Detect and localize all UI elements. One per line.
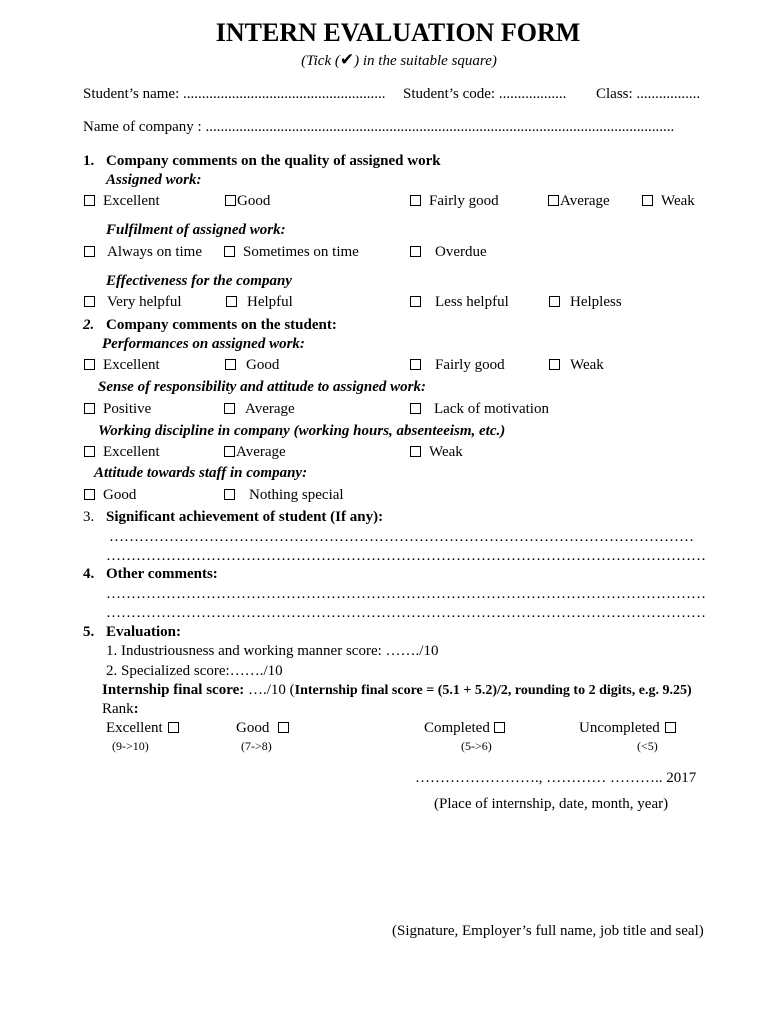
- checkbox[interactable]: [410, 195, 421, 206]
- attitude-nothing-special[interactable]: Nothing special: [224, 488, 344, 503]
- checkbox[interactable]: [225, 195, 236, 206]
- effectiveness-helpful[interactable]: Helpful: [226, 295, 293, 310]
- section-5-number: 5.: [83, 624, 95, 640]
- rank-label: Rank:: [102, 701, 139, 717]
- rank-good[interactable]: Good: [236, 721, 289, 736]
- place-date-caption: (Place of internship, date, month, year): [434, 796, 669, 812]
- checkbox[interactable]: [84, 195, 95, 206]
- responsibility-positive[interactable]: Positive: [84, 402, 151, 417]
- rank-excellent[interactable]: Excellent: [106, 721, 179, 736]
- section-3-number: 3.: [83, 509, 95, 525]
- discipline-excellent[interactable]: Excellent: [84, 445, 160, 460]
- checkbox[interactable]: [168, 722, 179, 733]
- checkbox[interactable]: [548, 195, 559, 206]
- performance-fairly-good[interactable]: Fairly good: [410, 358, 505, 373]
- assigned-work-average[interactable]: Average: [548, 194, 610, 209]
- effectiveness-label: Effectiveness for the company: [106, 273, 292, 289]
- checkbox[interactable]: [84, 359, 95, 370]
- date-place-line[interactable]: ……………………., ………… ……….. 2017: [415, 770, 697, 786]
- achievement-line-2[interactable]: …………………………………………………………………………………………………………: [106, 548, 706, 564]
- fulfilment-overdue[interactable]: Overdue: [410, 245, 487, 260]
- final-formula-label: Internship final score: [294, 683, 423, 698]
- section-1-heading: Company comments on the quality of assigned work: [106, 153, 441, 169]
- form-subtitle: [0, 51, 768, 69]
- form-title: INTERN EVALUATION FORM: [215, 18, 581, 47]
- attitude-good[interactable]: Good: [84, 488, 136, 503]
- checkbox[interactable]: [410, 246, 421, 257]
- specialized-score[interactable]: 2. Specialized score:……./10: [106, 663, 283, 679]
- performance-good[interactable]: Good: [225, 358, 279, 373]
- student-name-field[interactable]: Student’s name: ......................................................: [83, 86, 386, 102]
- checkbox[interactable]: [278, 722, 289, 733]
- checkbox[interactable]: [226, 296, 237, 307]
- discipline-weak[interactable]: Weak: [410, 445, 463, 460]
- effectiveness-less-helpful[interactable]: Less helpful: [410, 295, 509, 310]
- rank-completed-range: (5->6): [461, 739, 492, 753]
- checkbox[interactable]: [410, 403, 421, 414]
- assigned-work-fairly-good[interactable]: Fairly good: [410, 194, 499, 209]
- checkbox[interactable]: [410, 359, 421, 370]
- assigned-work-good[interactable]: Good: [225, 194, 270, 209]
- effectiveness-very-helpful[interactable]: Very helpful: [84, 295, 182, 310]
- checkbox[interactable]: [225, 359, 236, 370]
- checkbox[interactable]: [410, 296, 421, 307]
- performance-excellent[interactable]: Excellent: [84, 358, 160, 373]
- checkbox[interactable]: [224, 446, 235, 457]
- checkbox[interactable]: [224, 489, 235, 500]
- section-1-number: 1.: [83, 153, 95, 169]
- checkbox[interactable]: [642, 195, 653, 206]
- checkbox[interactable]: [665, 722, 676, 733]
- checkbox[interactable]: [84, 489, 95, 500]
- subtitle-after: ) in the suitable square): [354, 53, 497, 69]
- checkbox[interactable]: [84, 403, 95, 414]
- fulfilment-sometimes[interactable]: Sometimes on time: [224, 245, 359, 260]
- checkbox[interactable]: [84, 296, 95, 307]
- section-4-number: 4.: [83, 566, 95, 582]
- rank-good-range: (7->8): [241, 739, 272, 753]
- company-name-field[interactable]: Name of company : .............................................................................................................................: [83, 119, 675, 135]
- checkbox[interactable]: [494, 722, 505, 733]
- rank-completed[interactable]: Completed: [424, 721, 505, 736]
- responsibility-label: Sense of responsibility and attitude to assigned work:: [98, 379, 426, 395]
- performance-label: Performances on assigned work:: [102, 336, 305, 352]
- other-comments-line-1[interactable]: …………………………………………………………………………………………………………: [106, 586, 706, 602]
- rank-uncompleted[interactable]: Uncompleted: [579, 721, 676, 736]
- assigned-work-excellent[interactable]: Excellent: [84, 194, 160, 209]
- subtitle-before: (Tick (: [301, 53, 340, 69]
- checkbox[interactable]: [410, 446, 421, 457]
- discipline-label: Working discipline in company (working hours, absenteeism, etc.): [98, 423, 506, 439]
- final-score-value[interactable]: …./10 (: [244, 682, 295, 698]
- industriousness-score[interactable]: 1. Industriousness and working manner score: ……./10: [106, 643, 439, 659]
- checkbox[interactable]: [224, 246, 235, 257]
- checkbox[interactable]: [549, 296, 560, 307]
- achievement-line-1[interactable]: ………………………………………………………………………………………………………: [109, 529, 694, 545]
- fulfilment-label: Fulfilment of assigned work:: [106, 222, 286, 238]
- responsibility-lack-of-motivation[interactable]: Lack of motivation: [410, 402, 549, 417]
- assigned-work-weak[interactable]: Weak: [642, 194, 695, 209]
- section-4-heading: Other comments:: [106, 566, 218, 582]
- effectiveness-helpless[interactable]: Helpless: [549, 295, 622, 310]
- checkbox[interactable]: [84, 446, 95, 457]
- checkbox[interactable]: [84, 246, 95, 257]
- checkbox[interactable]: [549, 359, 560, 370]
- attitude-label: Attitude towards staff in company:: [94, 465, 308, 481]
- section-2-heading: Company comments on the student:: [106, 317, 337, 333]
- section-5-heading: Evaluation:: [106, 624, 182, 640]
- performance-weak[interactable]: Weak: [549, 358, 604, 373]
- other-comments-line-2[interactable]: …………………………………………………………………………………………………………: [106, 605, 706, 621]
- final-formula: = (5.1 + 5.2)/2, rounding to 2 digits, e.g. 9.25): [422, 683, 692, 698]
- discipline-average[interactable]: Average: [224, 445, 286, 460]
- final-score-label: Internship final score:: [102, 682, 245, 698]
- rank-uncompleted-range: (<5): [637, 739, 658, 753]
- fulfilment-always[interactable]: Always on time: [84, 245, 202, 260]
- checkbox[interactable]: [224, 403, 235, 414]
- section-2-number: 2.: [83, 317, 95, 333]
- rank-excellent-range: (9->10): [112, 739, 149, 753]
- signature-caption: (Signature, Employer’s full name, job title and seal): [392, 923, 704, 939]
- section-3-heading: Significant achievement of student (If any):: [106, 509, 384, 525]
- responsibility-average[interactable]: Average: [224, 402, 295, 417]
- final-score-line: [102, 683, 692, 698]
- class-field[interactable]: Class: .................: [596, 86, 701, 102]
- assigned-work-label: Assigned work:: [106, 172, 202, 188]
- tick-icon: ✔: [339, 50, 355, 69]
- student-code-field[interactable]: Student’s code: ..................: [403, 86, 567, 102]
